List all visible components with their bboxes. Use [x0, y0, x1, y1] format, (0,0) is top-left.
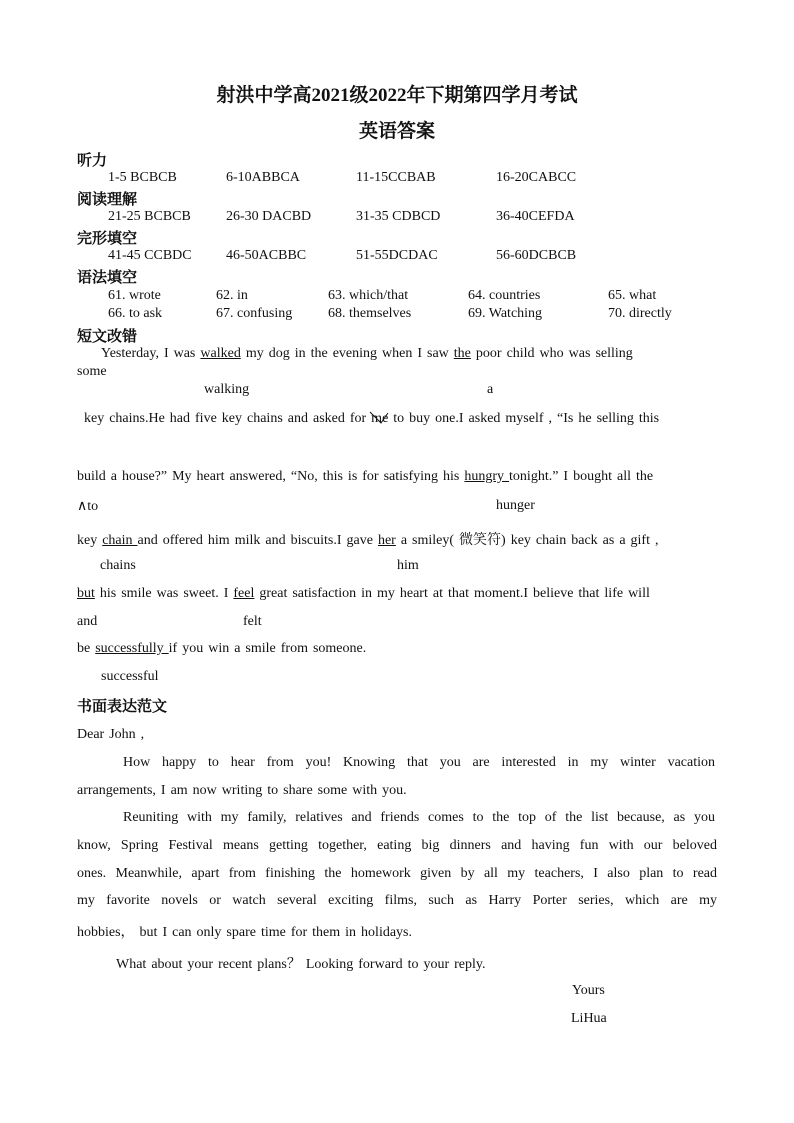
letter-line: hobbies， but I can only spare time for them in holidays. — [77, 925, 412, 940]
answer-group: 26-30 DACBD — [226, 209, 312, 224]
letter-greeting: Dear John , — [77, 727, 145, 742]
correction-line-2: key chains.He had five key chains and asked for me to buy one.I asked myself , “Is he selling this — [84, 411, 660, 426]
correction-line-1: Yesterday, I was walked my dog in the evening when I saw the poor child who was selling — [101, 346, 633, 361]
grammar-answer: 61. wrote — [108, 288, 161, 303]
grammar-answer: 69. Watching — [468, 306, 543, 321]
cloze-heading: 完形填空 — [77, 229, 138, 247]
marked-word: chain — [102, 533, 138, 548]
grammar-answer: 64. countries — [468, 288, 541, 303]
correction-fix: hunger — [496, 498, 535, 513]
page-subtitle: 英语答案 — [358, 121, 435, 142]
grammar-answer: 63. which/that — [328, 288, 409, 303]
grammar-answer: 67. confusing — [216, 306, 293, 321]
letter-line: ones. Meanwhile, apart from finishing the homework given by all my teachers, I also plan to read — [77, 866, 717, 881]
correction-fix: him — [397, 558, 419, 573]
answer-group: 56-60DCBCB — [496, 248, 577, 263]
correction-line-1-end: some — [77, 364, 107, 379]
listening-heading: 听力 — [77, 151, 108, 169]
correction-fix: successful — [101, 669, 159, 684]
answer-group: 16-20CABCC — [496, 170, 577, 185]
correction-heading: 短文改错 — [77, 327, 138, 345]
letter-line: What about your recent plans？ Looking forward to your reply. — [116, 957, 486, 972]
letter-signature: LiHua — [571, 1011, 607, 1026]
answer-group: 1-5 BCBCB — [108, 170, 177, 185]
reading-heading: 阅读理解 — [77, 190, 138, 208]
answer-group: 46-50ACBBC — [226, 248, 307, 263]
answer-group: 11-15CCBAB — [356, 170, 436, 185]
correction-fix: felt — [243, 614, 262, 629]
letter-line: Reuniting with my family, relatives and friends comes to the top of the list because, as you — [123, 810, 715, 825]
marked-word: walked — [200, 346, 241, 361]
marked-word: but — [77, 586, 95, 601]
marked-word: feel — [233, 586, 255, 601]
letter-closing: Yours — [572, 983, 605, 998]
marked-word: the — [453, 346, 471, 361]
grammar-answer: 66. to ask — [108, 306, 163, 321]
strike-mark-icon — [369, 410, 389, 424]
correction-fix: walking — [204, 382, 250, 397]
grammar-answer: 62. in — [216, 288, 248, 303]
letter-line: How happy to hear from you! Knowing that you are interested in my winter vacation — [123, 755, 715, 770]
marked-word: her — [377, 533, 396, 548]
correction-line-6: be successfully if you win a smile from someone. — [77, 641, 367, 656]
grammar-answer: 65. what — [608, 288, 657, 303]
answer-group: 31-35 CDBCD — [356, 209, 441, 224]
correction-line-3: build a house?” My heart answered, “No, this is for satisfying his hungry tonight.” I bought all the — [77, 469, 654, 484]
marked-word: successfully — [95, 641, 169, 656]
page-title: 射洪中学高2021级2022年下期第四学月考试 — [216, 85, 578, 106]
answer-group: 36-40CEFDA — [496, 209, 575, 224]
answer-group: 6-10ABBCA — [226, 170, 300, 185]
letter-line: know, Spring Festival means getting together, eating big dinners and having fun with our beloved — [77, 838, 717, 853]
grammar-answer: 68. themselves — [328, 306, 412, 321]
grammar-heading: 语法填空 — [77, 268, 138, 286]
grammar-answer: 70. directly — [608, 306, 672, 321]
correction-line-5: but his smile was sweet. I feel great satisfaction in my heart at that moment.I believe that life will — [77, 586, 650, 601]
correction-fix: a — [487, 382, 494, 397]
insert-caret: ∧to — [77, 499, 99, 514]
correction-fix: chains — [100, 558, 136, 573]
answer-group: 21-25 BCBCB — [108, 209, 191, 224]
answer-group: 51-55DCDAC — [356, 248, 438, 263]
answer-group: 41-45 CCBDC — [108, 248, 192, 263]
correction-line-4: key chain and offered him milk and biscuits.I gave her a smiley( 微笑符) key chain back as a gift , — [77, 533, 659, 548]
marked-word: hungry — [464, 469, 510, 484]
writing-heading: 书面表达范文 — [77, 697, 168, 715]
correction-fix: and — [77, 614, 98, 629]
letter-line: arrangements, I am now writing to share some with you. — [77, 783, 407, 798]
letter-line: my favorite novels or watch several exciting films, such as Harry Porter series, which are my — [77, 893, 717, 908]
